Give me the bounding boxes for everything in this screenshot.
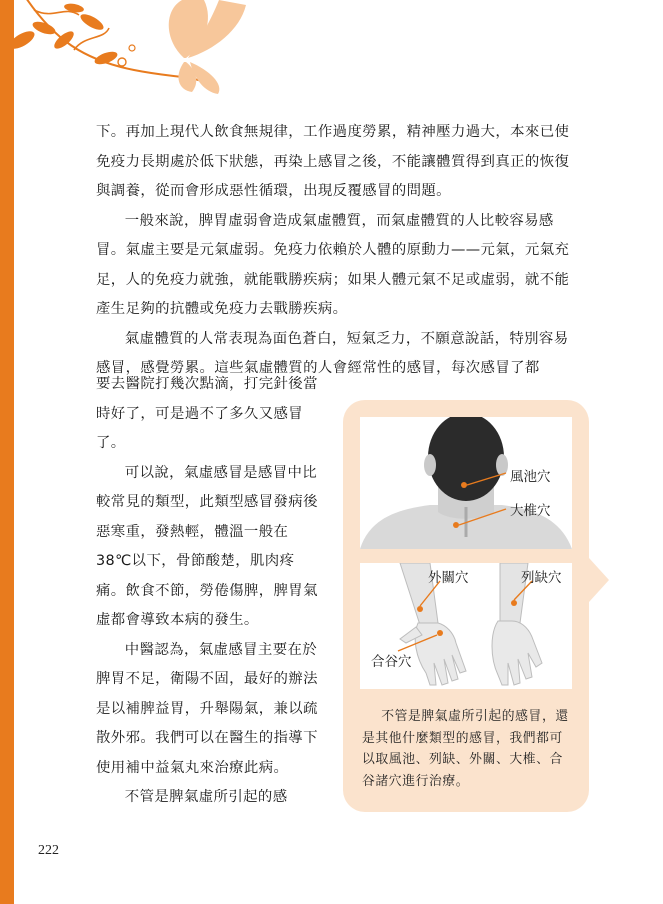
label-waiguan: 外關穴 (428, 570, 469, 586)
butterfly-vine-decoration (14, 0, 254, 96)
callout-caption (362, 706, 574, 792)
paragraph-6: 不管是脾氣虛所引起的感 (124, 789, 288, 805)
paragraph-1: 下。再加上現代人飲食無規律，工作過度勞累，精神壓力過大，本來已使免疫力長期處於低下狀態，再染上感冒之後，不能讓體質得到真正的恢復與調養，從而會形成惡性循環，出現反覆感冒的問題。 (96, 124, 570, 199)
paragraph-3-continued: 要去醫院打幾次點滴，打完針後當時好了，可是過不了多久又感冒了。 (96, 376, 318, 451)
label-dazhui: 大椎穴 (510, 503, 551, 519)
left-accent-bar (0, 0, 14, 904)
main-text-column (96, 370, 322, 813)
callout-caption-text: 不管是脾氣虛所引起的感冒，還是其他什麼類型的感冒，我們都可以取風池、列缺、外關、大椎、合谷諸穴進行治療。 (362, 709, 569, 789)
paragraph-5: 中醫認為，氣虛感冒主要在於脾胃不足，衛陽不固，最好的辦法是以補脾益胃，升舉陽氣，兼以疏散外邪。我們可以在醫生的指導下使用補中益氣丸來治療此病。 (96, 641, 318, 776)
label-fengchi: 風池穴 (510, 469, 551, 485)
callout-pointer (589, 558, 609, 602)
paragraph-2: 一般來說，脾胃虛弱會造成氣虛體質，而氣虛體質的人比較容易感冒。氣虛主要是元氣虛弱。免疫力依賴於人體的原動力——元氣，元氣充足，人的免疫力就強，就能戰勝疾病；如果人體元氣不足或虛弱，就不能產生足夠的抗體或免疫力去戰勝疾病。 (96, 212, 570, 317)
paragraph-4: 可以說，氣虛感冒是感冒中比較常見的類型，此類型感冒發病後惡寒重，發熱輕，體溫一般在38℃以下，骨節酸楚，肌肉疼痛。飲食不節，勞倦傷脾，脾胃氣虛都會導致本病的發生。 (96, 464, 318, 628)
label-lieque: 列缺穴 (521, 570, 562, 586)
paragraph-3: 氣虛體質的人常表現為面色蒼白，短氣乏力，不願意說話，特別容易感冒，感覺勞累。這些氣虛體質的人會經常性的感冒，每次感冒了都 (96, 330, 569, 376)
main-text-full-width (96, 118, 580, 384)
label-hegu: 合谷穴 (371, 654, 412, 670)
page-number: 222 (38, 843, 59, 858)
